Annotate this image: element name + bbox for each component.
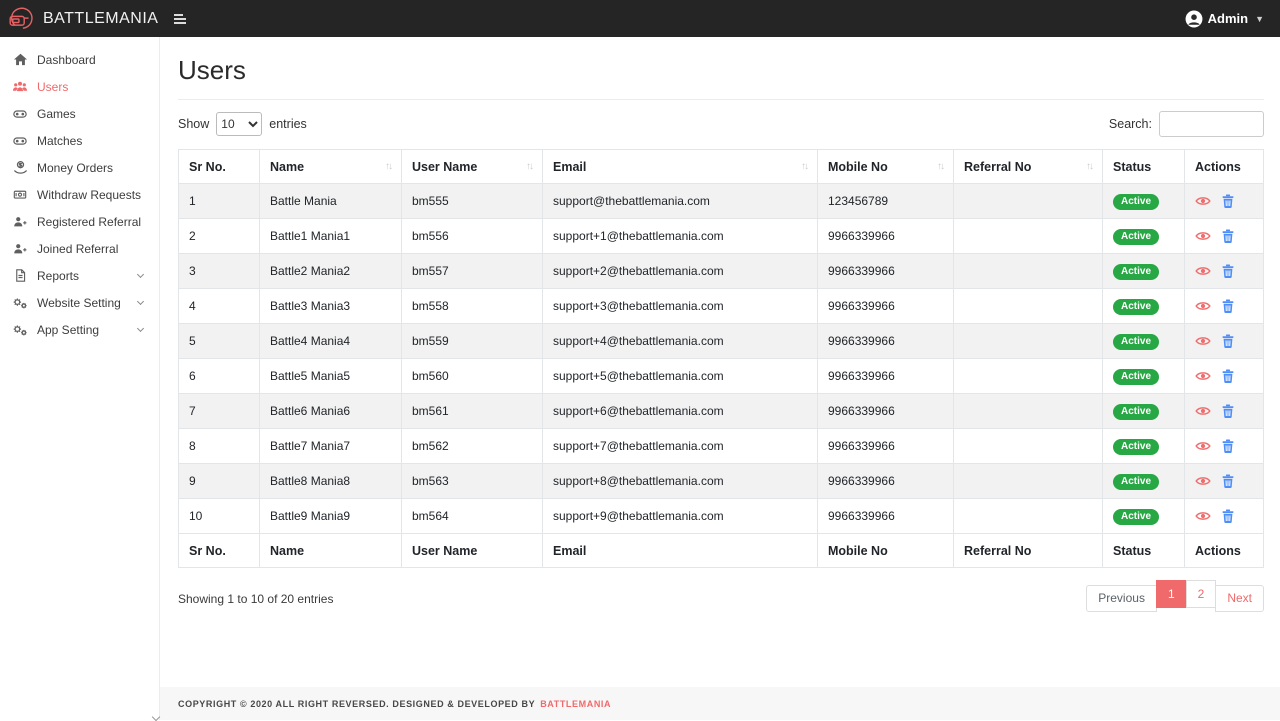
delete-trash-icon[interactable] [1220, 228, 1236, 244]
cell-status [1103, 464, 1185, 499]
column-header-mobile-no[interactable]: Mobile No [818, 534, 954, 568]
copyright-text: COPYRIGHT © 2020 ALL RIGHT REVERSED. DESIGNED & DEVELOPED BY [178, 699, 535, 709]
sidebar-item-joined-referral[interactable] [0, 235, 159, 262]
sort-icon[interactable]: ↑↓ [385, 161, 391, 172]
sidebar-item-app-setting[interactable] [0, 316, 159, 343]
column-header-actions: Actions [1185, 534, 1264, 568]
cell-mobile-no: 123456789 [818, 184, 954, 219]
view-eye-icon[interactable] [1195, 438, 1211, 454]
file-icon [12, 268, 28, 283]
table-footer-row [179, 534, 1264, 568]
cell-user-name: bm563 [402, 464, 543, 499]
cell-user-name: bm557 [402, 254, 543, 289]
cell-user-name: bm561 [402, 394, 543, 429]
cell-email: support+2@thebattlemania.com [543, 254, 818, 289]
page-title: Users [178, 55, 1264, 86]
cell-mobile-no: 9966339966 [818, 289, 954, 324]
status-badge: Active [1113, 264, 1159, 280]
sidebar-item-label: Reports [37, 269, 79, 283]
sidebar-item-users[interactable] [0, 73, 159, 100]
cell-mobile-no: 9966339966 [818, 254, 954, 289]
table-row [179, 254, 1264, 289]
table-row [179, 394, 1264, 429]
cell-mobile-no: 9966339966 [818, 219, 954, 254]
money-hand-icon [12, 160, 28, 175]
cell-actions [1185, 499, 1264, 534]
cell-mobile-no: 9966339966 [818, 429, 954, 464]
column-header-email[interactable]: Email ↑↓ [543, 150, 818, 184]
chevron-down-icon [137, 297, 144, 304]
cell-user-name: bm559 [402, 324, 543, 359]
cell-status [1103, 394, 1185, 429]
cell-actions [1185, 254, 1264, 289]
cell-referral-no [954, 219, 1103, 254]
cell-referral-no [954, 359, 1103, 394]
entries-info: Showing 1 to 10 of 20 entries [178, 592, 333, 606]
cell-name: Battle3 Mania3 [260, 289, 402, 324]
cell-email: support@thebattlemania.com [543, 184, 818, 219]
divider [178, 99, 1264, 100]
delete-trash-icon[interactable] [1220, 333, 1236, 349]
sidebar-item-label: Withdraw Requests [37, 188, 141, 202]
delete-trash-icon[interactable] [1220, 298, 1236, 314]
column-header-referral-no[interactable]: Referral No ↑↓ [954, 150, 1103, 184]
cell-referral-no [954, 289, 1103, 324]
cell-sr-no: 8 [179, 429, 260, 464]
column-header-actions: Actions [1185, 150, 1264, 184]
cell-user-name: bm560 [402, 359, 543, 394]
user-avatar-icon [1185, 10, 1203, 28]
table-row [179, 464, 1264, 499]
sort-icon[interactable]: ↑↓ [526, 161, 532, 172]
table-row [179, 324, 1264, 359]
delete-trash-icon[interactable] [1220, 263, 1236, 279]
brand[interactable] [0, 5, 160, 33]
delete-trash-icon[interactable] [1220, 193, 1236, 209]
pagination-next-button[interactable]: Next [1215, 585, 1264, 612]
gamepad-icon [12, 133, 28, 148]
user-plus-icon [12, 214, 28, 229]
cell-email: support+9@thebattlemania.com [543, 499, 818, 534]
pagination-page-1-button[interactable]: 1 [1156, 580, 1187, 608]
view-eye-icon[interactable] [1195, 473, 1211, 489]
cell-referral-no [954, 429, 1103, 464]
sidebar-item-label: Money Orders [37, 161, 113, 175]
cell-name: Battle5 Mania5 [260, 359, 402, 394]
cell-mobile-no: 9966339966 [818, 359, 954, 394]
chevron-down-icon [137, 270, 144, 277]
cell-referral-no [954, 324, 1103, 359]
cell-email: support+5@thebattlemania.com [543, 359, 818, 394]
sort-icon[interactable]: ↑↓ [1086, 161, 1092, 172]
table-row [179, 289, 1264, 324]
cell-status [1103, 324, 1185, 359]
cell-name: Battle6 Mania6 [260, 394, 402, 429]
status-badge: Active [1113, 404, 1159, 420]
sidebar-item-label: Website Setting [37, 296, 121, 310]
status-badge: Active [1113, 439, 1159, 455]
view-eye-icon[interactable] [1195, 508, 1211, 524]
column-header-name[interactable]: Name ↑↓ [260, 150, 402, 184]
admin-label: Admin [1208, 11, 1248, 26]
view-eye-icon[interactable] [1195, 298, 1211, 314]
cell-sr-no: 4 [179, 289, 260, 324]
main-panel [160, 37, 1280, 720]
cell-name: Battle Mania [260, 184, 402, 219]
cell-sr-no: 5 [179, 324, 260, 359]
view-eye-icon[interactable] [1195, 403, 1211, 419]
pagination-page-2-button[interactable]: 2 [1186, 580, 1217, 608]
sidebar-item-label: Matches [37, 134, 82, 148]
cell-mobile-no: 9966339966 [818, 499, 954, 534]
sidebar-item-dashboard[interactable] [0, 46, 159, 73]
cell-sr-no: 9 [179, 464, 260, 499]
column-header-status: Status [1103, 534, 1185, 568]
table-header-row [179, 150, 1264, 184]
view-eye-icon[interactable] [1195, 263, 1211, 279]
cell-referral-no [954, 184, 1103, 219]
footer [160, 687, 1280, 720]
sidebar-item-label: Joined Referral [37, 242, 118, 256]
cell-user-name: bm558 [402, 289, 543, 324]
cell-name: Battle4 Mania4 [260, 324, 402, 359]
status-badge: Active [1113, 299, 1159, 315]
sidebar-item-reports[interactable] [0, 262, 159, 289]
gears-icon [12, 295, 28, 310]
gears-icon [12, 322, 28, 337]
cell-referral-no [954, 464, 1103, 499]
cell-status [1103, 289, 1185, 324]
cell-email: support+7@thebattlemania.com [543, 429, 818, 464]
entries-label: entries [269, 117, 307, 131]
status-badge: Active [1113, 474, 1159, 490]
cell-status [1103, 499, 1185, 534]
status-badge: Active [1113, 369, 1159, 385]
cell-name: Battle2 Mania2 [260, 254, 402, 289]
cell-sr-no: 7 [179, 394, 260, 429]
column-header-mobile-no[interactable]: Mobile No ↑↓ [818, 150, 954, 184]
cell-email: support+4@thebattlemania.com [543, 324, 818, 359]
delete-trash-icon[interactable] [1220, 368, 1236, 384]
user-plus-icon [12, 241, 28, 256]
view-eye-icon[interactable] [1195, 368, 1211, 384]
cell-email: support+1@thebattlemania.com [543, 219, 818, 254]
cell-email: support+6@thebattlemania.com [543, 394, 818, 429]
delete-trash-icon[interactable] [1220, 438, 1236, 454]
column-header-name[interactable]: Name [260, 534, 402, 568]
sidebar-item-label: Dashboard [37, 53, 96, 67]
cell-sr-no: 1 [179, 184, 260, 219]
column-header-referral-no[interactable]: Referral No [954, 534, 1103, 568]
column-header-sr-no: Sr No. [179, 534, 260, 568]
cell-sr-no: 3 [179, 254, 260, 289]
cell-email: support+3@thebattlemania.com [543, 289, 818, 324]
sidebar-item-money-orders[interactable] [0, 154, 159, 181]
brand-name: BATTLEMANIA [43, 10, 158, 28]
cell-sr-no: 10 [179, 499, 260, 534]
table-row [179, 219, 1264, 254]
column-header-status: Status [1103, 150, 1185, 184]
cell-status [1103, 254, 1185, 289]
cell-name: Battle8 Mania8 [260, 464, 402, 499]
sort-icon[interactable]: ↑↓ [801, 161, 807, 172]
cell-referral-no [954, 394, 1103, 429]
pagination [1086, 585, 1264, 612]
sidebar-item-label: Games [37, 107, 76, 121]
sidebar-item-matches[interactable] [0, 127, 159, 154]
delete-trash-icon[interactable] [1220, 508, 1236, 524]
cell-actions [1185, 289, 1264, 324]
search-label: Search: [1109, 117, 1152, 131]
sidebar-item-website-setting[interactable] [0, 289, 159, 316]
sidebar-item-withdraw-requests[interactable] [0, 181, 159, 208]
delete-trash-icon[interactable] [1220, 403, 1236, 419]
sidebar-toggle-icon[interactable] [170, 10, 190, 28]
sidebar-item-games[interactable] [0, 100, 159, 127]
admin-menu[interactable] [1185, 10, 1280, 28]
cell-referral-no [954, 499, 1103, 534]
users-icon [12, 79, 28, 94]
search-input[interactable] [1159, 111, 1264, 137]
view-eye-icon[interactable] [1195, 228, 1211, 244]
column-header-user-name[interactable]: User Name [402, 534, 543, 568]
cell-status [1103, 429, 1185, 464]
cell-name: Battle7 Mania7 [260, 429, 402, 464]
cell-status [1103, 359, 1185, 394]
cell-status [1103, 219, 1185, 254]
table-row [179, 359, 1264, 394]
cell-actions [1185, 464, 1264, 499]
cell-name: Battle9 Mania9 [260, 499, 402, 534]
cell-actions [1185, 184, 1264, 219]
cell-actions [1185, 359, 1264, 394]
cell-name: Battle1 Mania1 [260, 219, 402, 254]
cell-mobile-no: 9966339966 [818, 324, 954, 359]
cell-actions [1185, 324, 1264, 359]
cell-user-name: bm564 [402, 499, 543, 534]
sidebar-item-label: App Setting [37, 323, 99, 337]
cell-email: support+8@thebattlemania.com [543, 464, 818, 499]
sidebar-item-label: Users [37, 80, 68, 94]
column-header-email[interactable]: Email [543, 534, 818, 568]
view-eye-icon[interactable] [1195, 333, 1211, 349]
sidebar [0, 37, 160, 720]
cell-user-name: bm556 [402, 219, 543, 254]
column-header-sr-no: Sr No. [179, 150, 260, 184]
status-badge: Active [1113, 334, 1159, 350]
status-badge: Active [1113, 194, 1159, 210]
chevron-down-icon [137, 324, 144, 331]
pagination-previous-button[interactable]: Previous [1086, 585, 1157, 612]
cell-status [1103, 184, 1185, 219]
page-length-select[interactable] [216, 112, 262, 136]
cell-referral-no [954, 254, 1103, 289]
cell-actions [1185, 394, 1264, 429]
cell-actions [1185, 219, 1264, 254]
sort-icon[interactable]: ↑↓ [937, 161, 943, 172]
status-badge: Active [1113, 509, 1159, 525]
cell-mobile-no: 9966339966 [818, 464, 954, 499]
cell-sr-no: 2 [179, 219, 260, 254]
gamepad-icon [12, 106, 28, 121]
table-row [179, 499, 1264, 534]
sidebar-item-registered-referral[interactable] [0, 208, 159, 235]
status-badge: Active [1113, 229, 1159, 245]
battlemania-helmet-logo-icon [7, 5, 37, 33]
cell-user-name: bm562 [402, 429, 543, 464]
chevron-down-icon: ▼ [1255, 14, 1264, 24]
cell-sr-no: 6 [179, 359, 260, 394]
cell-mobile-no: 9966339966 [818, 394, 954, 429]
column-header-user-name[interactable]: User Name ↑↓ [402, 150, 543, 184]
cell-actions [1185, 429, 1264, 464]
delete-trash-icon[interactable] [1220, 473, 1236, 489]
users-table [178, 149, 1264, 568]
show-label: Show [178, 117, 209, 131]
table-row [179, 429, 1264, 464]
view-eye-icon[interactable] [1195, 193, 1211, 209]
sidebar-item-label: Registered Referral [37, 215, 141, 229]
footer-brand-link[interactable]: BATTLEMANIA [540, 699, 611, 709]
table-row [179, 184, 1264, 219]
home-icon [12, 52, 28, 67]
money-bill-icon [12, 187, 28, 202]
top-navbar [0, 0, 1280, 37]
cell-user-name: bm555 [402, 184, 543, 219]
